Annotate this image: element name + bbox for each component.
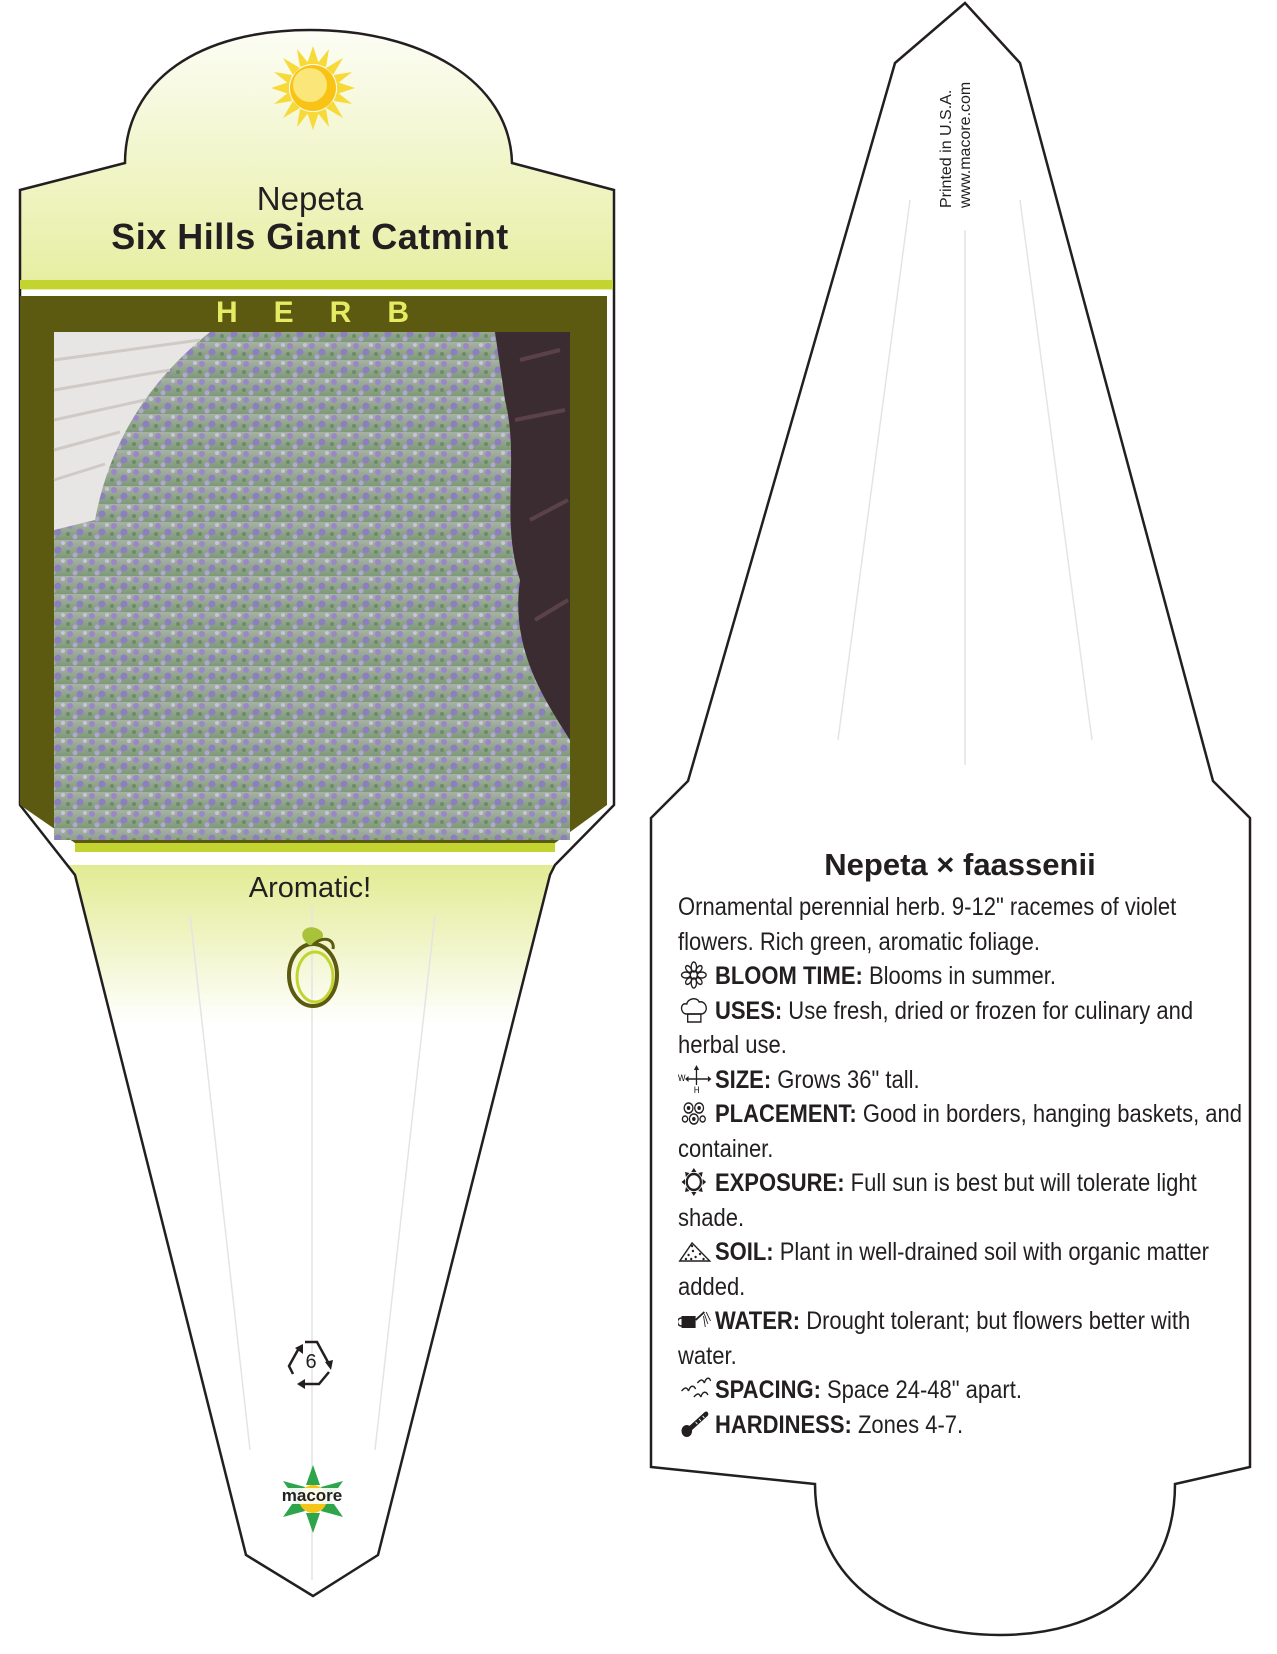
care-info — [678, 890, 1248, 1442]
attribute-placement — [678, 1097, 1248, 1166]
attribute-text: Zones 4-7. — [851, 1410, 964, 1439]
attribute-label: SOIL: — [714, 1238, 774, 1266]
attribute-label: HARDINESS: — [714, 1410, 852, 1439]
spacing-icon — [678, 1375, 711, 1403]
plant-photo — [54, 332, 570, 840]
attribute-label: SIZE: — [714, 1065, 772, 1094]
attribute-water — [678, 1304, 1248, 1373]
genus-name: Nepeta — [256, 180, 364, 217]
size-arrows-icon — [678, 1065, 711, 1093]
attribute-label: USES: — [714, 996, 783, 1025]
attribute-soil — [678, 1235, 1248, 1304]
attribute-text: Plant in well-drained soil with organic matter added. — [678, 1238, 1209, 1301]
thermometer-icon — [678, 1410, 711, 1438]
attribute-text: Space 24-48" apart. — [820, 1376, 1022, 1404]
brand-name: macore — [281, 1486, 343, 1505]
title-divider — [20, 280, 613, 289]
watering-can-icon — [678, 1306, 711, 1334]
soil-icon — [678, 1237, 711, 1265]
sun-icon — [271, 46, 355, 130]
placement-icon — [678, 1099, 711, 1127]
svg-text:H: H — [693, 1084, 700, 1093]
tagline: Aromatic! — [248, 872, 372, 904]
botanical-name: Nepeta × faassenii — [824, 847, 1096, 882]
print-info — [937, 82, 975, 208]
attribute-label: WATER: — [714, 1307, 801, 1335]
attribute-spacing — [678, 1373, 1248, 1408]
flower-icon — [678, 961, 711, 989]
attribute-text: Use fresh, dried or frozen for culinary and herbal use. — [678, 996, 1194, 1059]
chef-hat-icon — [678, 996, 711, 1024]
attribute-bloom-time — [678, 959, 1248, 994]
attribute-exposure — [678, 1166, 1248, 1235]
attribute-label: BLOOM TIME: — [714, 962, 863, 990]
attribute-text: Full sun is best but will tolerate light shade. — [678, 1169, 1197, 1232]
recycle-code: 6 — [305, 1351, 317, 1373]
description: Ornamental perennial herb. 9-12" racemes of violet flowers. Rich green, aromatic foliage. — [678, 893, 1177, 956]
attribute-uses — [678, 994, 1248, 1063]
sun-outline-icon — [678, 1168, 711, 1196]
attribute-text: Drought tolerant; but flowers better with water. — [678, 1307, 1191, 1370]
attribute-text: Good in borders, hanging baskets, and container. — [678, 1100, 1242, 1163]
attribute-label: SPACING: — [714, 1376, 821, 1404]
printed-in: Printed in U.S.A. — [938, 89, 955, 208]
attribute-text: Blooms in summer. — [862, 962, 1057, 990]
svg-text:W: W — [678, 1072, 686, 1083]
attribute-hardiness — [678, 1408, 1248, 1443]
attribute-label: PLACEMENT: — [714, 1100, 857, 1128]
attribute-text: Grows 36" tall. — [771, 1065, 920, 1094]
category-label: HERB — [216, 296, 446, 329]
common-name: Six Hills Giant Catmint — [111, 216, 509, 257]
attribute-label: EXPOSURE: — [714, 1169, 845, 1197]
website: www.macore.com — [957, 81, 974, 208]
attribute-size — [678, 1063, 1248, 1098]
